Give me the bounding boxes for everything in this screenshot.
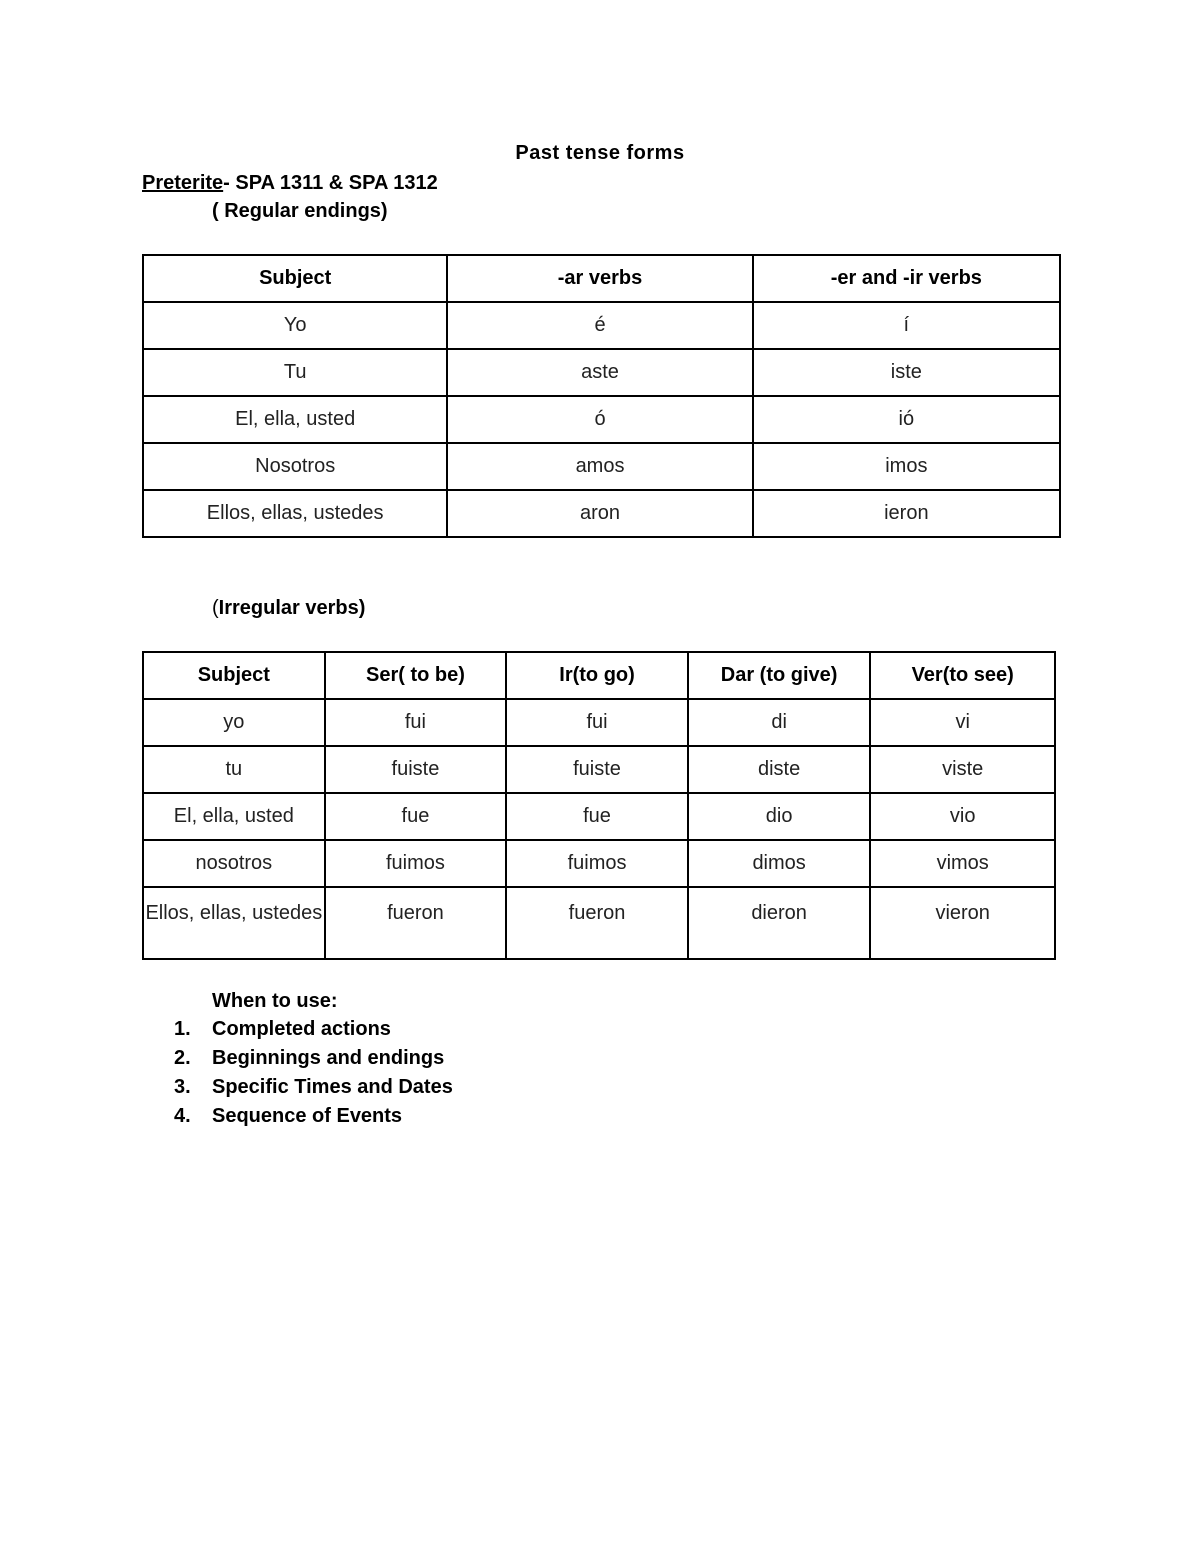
irregular-verbs-heading [212, 597, 365, 620]
table-cell: imos [753, 443, 1060, 490]
list-item [174, 1018, 453, 1047]
table-cell: aron [447, 490, 752, 537]
table-cell: diste [688, 746, 871, 793]
header-cell: -er and -ir verbs [753, 255, 1060, 302]
irregular-verbs-table [142, 651, 1056, 960]
preterite-label: Preterite [142, 172, 224, 194]
table-cell: El, ella, usted [143, 396, 447, 443]
page-title: Past tense forms [515, 142, 685, 164]
table-cell: nosotros [143, 840, 325, 887]
table-cell: aste [447, 349, 752, 396]
table-row [143, 302, 1060, 349]
list-item [174, 1105, 453, 1134]
header-cell: Subject [143, 255, 447, 302]
table-cell: viste [870, 746, 1055, 793]
table-row [143, 887, 1055, 959]
table-header-row [143, 255, 1060, 302]
table-cell: dieron [688, 887, 871, 959]
header-cell: Ver(to see) [870, 652, 1055, 699]
table-cell: vieron [870, 887, 1055, 959]
table-cell: fui [506, 699, 688, 746]
regular-endings-table [142, 254, 1061, 538]
table-cell: fui [325, 699, 507, 746]
table-cell: El, ella, usted [143, 793, 325, 840]
table-cell: fuiste [506, 746, 688, 793]
list-item [174, 1047, 453, 1076]
table-cell: Ellos, ellas, ustedes [143, 490, 447, 537]
table-row [143, 699, 1055, 746]
header-cell: Subject [143, 652, 325, 699]
table-cell: ó [447, 396, 752, 443]
table-cell: vi [870, 699, 1055, 746]
table-cell: fuimos [506, 840, 688, 887]
table-cell: fuimos [325, 840, 507, 887]
table-cell: ieron [753, 490, 1060, 537]
table-cell: Nosotros [143, 443, 447, 490]
table-header-row [143, 652, 1055, 699]
table-cell: fueron [325, 887, 507, 959]
list-number: 1. [174, 1018, 191, 1040]
list-number: 3. [174, 1076, 191, 1098]
course-subtitle [142, 172, 438, 195]
table-cell: í [753, 302, 1060, 349]
table-cell: Ellos, ellas, ustedes [143, 887, 325, 959]
table-cell: yo [143, 699, 325, 746]
table-row [143, 396, 1060, 443]
table-row [143, 490, 1060, 537]
irregular-label: Irregular verbs) [218, 597, 366, 619]
table-row [143, 840, 1055, 887]
table-cell: é [447, 302, 752, 349]
irregular-open-paren: ( [212, 597, 219, 619]
header-cell: Ir(to go) [506, 652, 688, 699]
list-text: Sequence of Events [212, 1105, 403, 1127]
header-cell: Ser( to be) [325, 652, 507, 699]
list-number: 4. [174, 1105, 191, 1127]
table-row [143, 349, 1060, 396]
list-text: Completed actions [212, 1018, 391, 1040]
table-cell: vimos [870, 840, 1055, 887]
list-text: Beginnings and endings [212, 1047, 445, 1069]
list-text: Specific Times and Dates [212, 1076, 453, 1098]
list-number: 2. [174, 1047, 191, 1069]
table-row [143, 746, 1055, 793]
table-cell: dio [688, 793, 871, 840]
table-cell: fuiste [325, 746, 507, 793]
list-item [174, 1076, 453, 1105]
header-cell: Dar (to give) [688, 652, 871, 699]
table-cell: fue [325, 793, 507, 840]
table-row [143, 793, 1055, 840]
table-cell: Yo [143, 302, 447, 349]
table-cell: di [688, 699, 871, 746]
table-cell: fueron [506, 887, 688, 959]
table-row [143, 443, 1060, 490]
when-to-use-list [174, 1018, 453, 1134]
table-cell: tu [143, 746, 325, 793]
table-cell: iste [753, 349, 1060, 396]
course-codes: - SPA 1311 & SPA 1312 [223, 172, 438, 194]
table-cell: amos [447, 443, 752, 490]
table-cell: fue [506, 793, 688, 840]
table-cell: dimos [688, 840, 871, 887]
table-cell: vio [870, 793, 1055, 840]
when-to-use-heading: When to use: [212, 990, 338, 1012]
table-cell: Tu [143, 349, 447, 396]
table-cell: ió [753, 396, 1060, 443]
header-cell: -ar verbs [447, 255, 752, 302]
regular-endings-note: ( Regular endings) [212, 200, 388, 222]
